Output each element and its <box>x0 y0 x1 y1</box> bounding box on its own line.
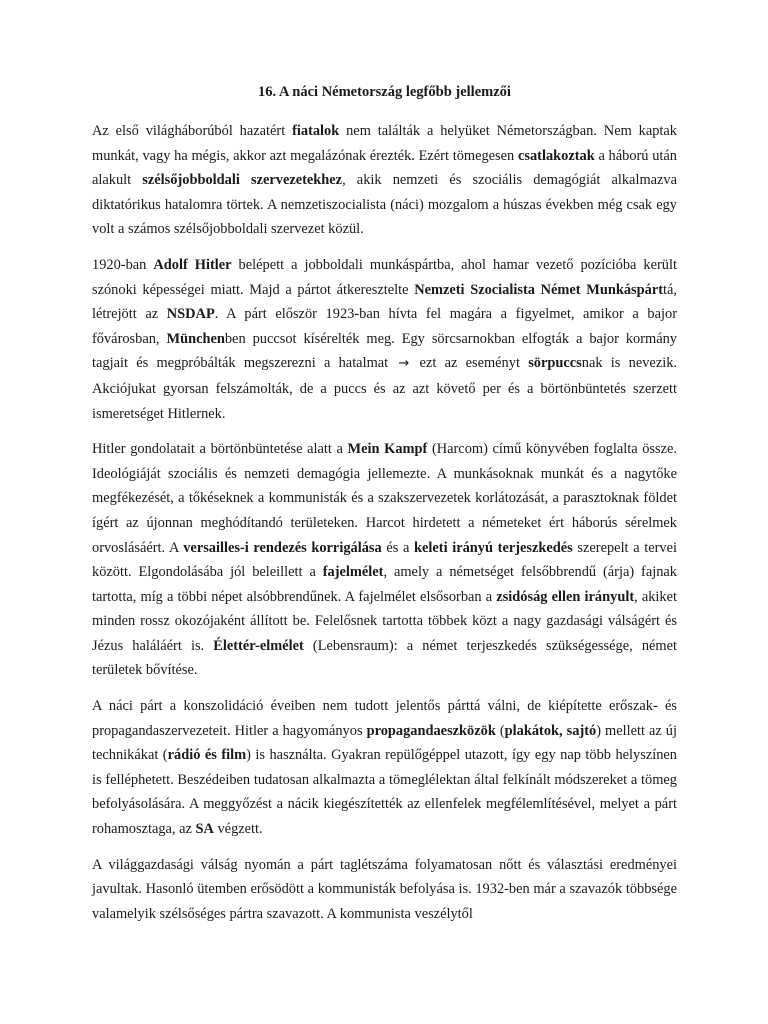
bold-term: Mein Kampf <box>347 441 428 458</box>
text-run: ( <box>495 722 505 739</box>
text-run: és a <box>381 539 415 556</box>
bold-term: plakátok, sajtó <box>504 722 597 739</box>
text-run: . A párt először 1923-ban hívta fel magára a figyelmet, amikor a bajor fővárosban, <box>92 306 677 347</box>
bold-term: szélsőjobboldali szervezetekhez <box>142 172 343 189</box>
text-run: ) mellett az új technikákat ( <box>92 722 677 764</box>
bold-term: propagandaeszközök <box>366 722 496 739</box>
bold-term: rádió és film <box>167 747 247 764</box>
paragraph <box>92 437 677 683</box>
text-run: , amely a németséget felsőbbrendű (árja) fajnak tartotta, míg a többi népet alsóbbrendűnek. A fajelmélet elsősorban a <box>92 564 678 605</box>
text-run: (Lebensraum): a német terjeszkedés szükségessége, német területek bővítése. <box>92 637 677 679</box>
bold-term: Élettér-elmélet <box>213 637 304 654</box>
text-run: (Harcom) című könyvében foglalta össze. Ideológiáját szociális és nemzeti demagógia jellemezte. A munkásoknak munkát és a nagytőke megfékezését, a tőkéseknek a kommunisták és a szakszervezetek korlátozását, a parasztoknak földet ígért az újonnan meghódítandó területeken. Harcot hirdetett a németeket ért háborús sérelmek orvoslásáért. A <box>92 441 678 556</box>
document-title: 16. A náci Németország legfőbb jellemzői <box>258 84 511 100</box>
text-run: tá, létrejött az <box>92 281 677 323</box>
bold-term: zsidóság ellen irányult <box>496 588 635 605</box>
text-run: belépett a jobboldali munkáspártba, ahol hamar vezető pozícióba került szónoki képességei miatt. Majd a pártot átkeresztelte <box>92 256 678 298</box>
text-run: a háború után alakult <box>92 147 678 189</box>
text-run: A világgazdasági válság nyomán a párt taglétszáma folyamatosan nőtt és választási eredményei javultak. Hasonló ütemben erősödött a kommunisták befolyása is. 1932-ben már a szavazók többsége valamelyik szélsőséges pártra szavazott. A kommunista veszélytől <box>92 856 677 922</box>
bold-term: Adolf Hitler <box>153 256 232 273</box>
text-run: , akiket minden rossz okozójaként állított be. Felelősnek tartotta többek közt a nagy gazdasági válságért és Jézus haláláért is. <box>92 588 678 654</box>
bold-term: Nemzeti Szocialista Német Munkáspárt <box>414 281 664 298</box>
text-run: ezt az eseményt <box>411 355 529 372</box>
paragraph <box>92 119 677 242</box>
document-page <box>92 82 677 937</box>
bold-term: fajelmélet <box>322 564 384 581</box>
text-run: A náci párt a konszolidáció éveiben nem tudott jelentős párttá válni, de kiépítette erőszak- és propagandaszervezeteit. Hitler a hagyományos <box>92 698 677 739</box>
document-body <box>92 119 677 926</box>
text-run: végzett. <box>213 821 263 838</box>
bold-term: sörpuccs <box>528 355 582 372</box>
bold-term: keleti irányú terjeszkedés <box>414 539 573 556</box>
bold-term: csatlakoztak <box>517 147 595 164</box>
paragraph <box>92 694 677 842</box>
text-run: szerepelt a tervei között. Elgondolásába jól beleillett a <box>92 539 677 581</box>
text-run: , akik nemzeti és szociális demagógiát alkalmazva diktatórikus hatalomra törtek. A nemzetiszocialista (náci) mozgalom a húszas években még csak egy volt a számos szélsőjobboldali szervezet közül. <box>92 172 677 238</box>
text-run: nak is nevezik. Akciójukat gyorsan felszámolták, de a puccs és az azt követő per és a börtönbüntetés szerzett ismeretséget Hitlernek. <box>92 355 677 422</box>
bold-term: München <box>166 330 225 347</box>
text-run: Hitler gondolatait a börtönbüntetése alatt a <box>92 441 348 458</box>
paragraph <box>92 853 677 927</box>
bold-term: SA <box>195 821 214 838</box>
bold-term: NSDAP <box>166 306 215 323</box>
text-run: Az első világháborúból hazatért <box>92 123 293 139</box>
bold-term: versailles-i rendezés korrigálása <box>183 539 382 556</box>
text-run: nem találták a helyüket Németországban. Nem kaptak munkát, vagy ha mégis, akkor azt megalázónak érezték. Ezért tömegesen <box>92 123 677 164</box>
text-run: ben puccsot kísérelték meg. Egy sörcsarnokban elfogták a bajor kormány tagjait és megpróbálták megszerezni a hatalmat <box>92 330 677 372</box>
paragraph <box>92 253 677 426</box>
text-run: ) is használta. Gyakran repülőgéppel utazott, így egy nap több helyszínen is felléphetett. Beszédeiben tudatosan alkalmazta a tömeglélektan által felkínált módszereket a tömeg befolyásolására. A meggyőzést a nácik kiegészítették az ellenfelek megfélemlítésével, melyet a párt rohamosztaga, az <box>92 747 677 838</box>
arrow-right-icon: → <box>398 356 410 372</box>
bold-term: fiatalok <box>292 123 340 139</box>
text-run: 1920-ban <box>92 256 154 273</box>
